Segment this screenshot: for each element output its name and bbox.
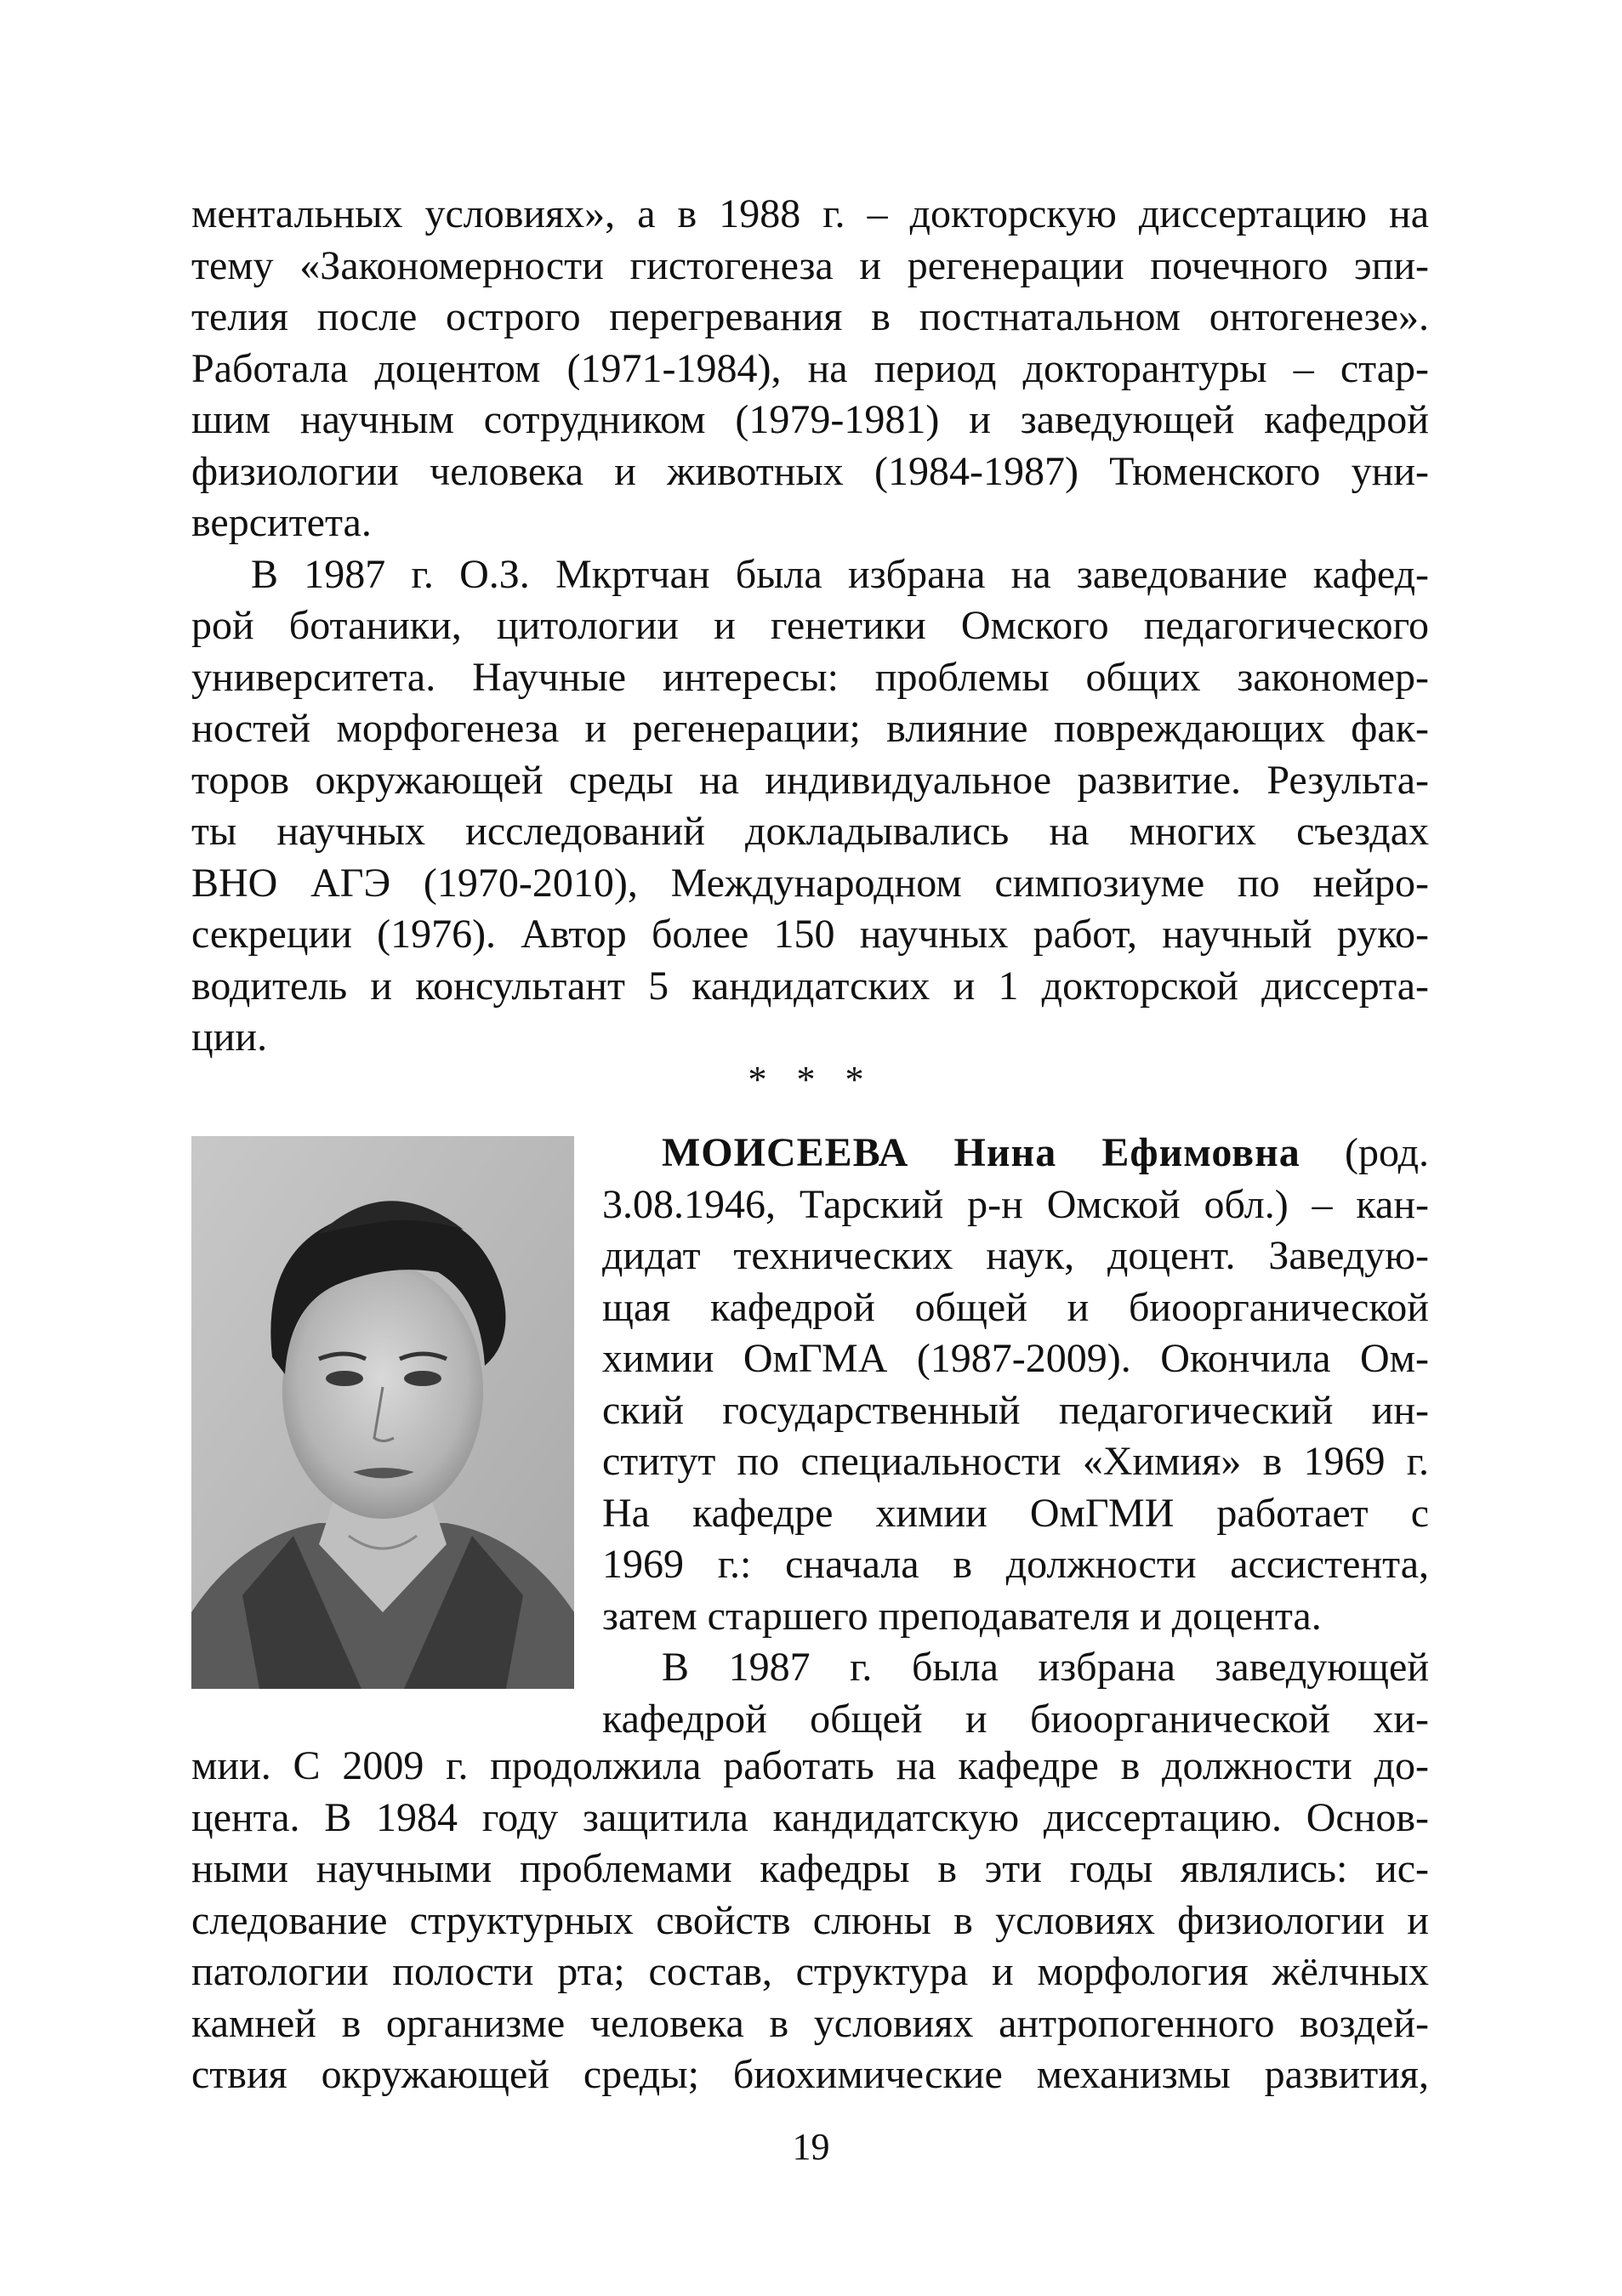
text-line: кафедрой общей и биоорганической хи- xyxy=(602,1696,1429,1742)
text-line: дидат технических наук, доцент. Заведую- xyxy=(602,1233,1429,1278)
text-line: следование структурных свойств слюны в условиях физиологии и xyxy=(191,1897,1429,1943)
page-number: 19 xyxy=(792,2126,830,2168)
text-line: 3.08.1946, Тарский р-н Омской обл.) – кан- xyxy=(602,1181,1429,1227)
text-line: щая кафедрой общей и биоорганической xyxy=(602,1284,1429,1330)
bio-first-line-rest: (род. xyxy=(1300,1130,1429,1175)
text-line: ментальных условиях», а в 1988 г. – докторскую диссертацию на xyxy=(191,191,1429,236)
text-line: химии ОмГМА (1987-2009). Окончила Ом- xyxy=(602,1336,1429,1381)
text-line: В 1987 г. была избрана заведующей xyxy=(662,1645,1429,1690)
text-line: 1969 г.: сначала в должности ассистента, xyxy=(602,1542,1429,1587)
text-line: ты научных исследований докладывались на многих съездах xyxy=(191,809,1429,854)
text-line: На кафедре химии ОмГМИ работает с xyxy=(602,1490,1429,1536)
text-line: телия после острого перегревания в постнатальном онтогенезе». xyxy=(191,294,1429,339)
text-line: рой ботаники, цитологии и генетики Омского педагогического xyxy=(191,603,1429,648)
text-line: верситета. xyxy=(191,500,372,545)
text-line: ствия окружающей среды; биохимические механизмы развития, xyxy=(191,2052,1429,2097)
text-line: шим научным сотрудником (1979-1981) и заведующей кафедрой xyxy=(191,397,1429,442)
text-line: ностей морфогенеза и регенерации; влияние повреждающих фак- xyxy=(191,706,1429,751)
text-line: ский государственный педагогический ин- xyxy=(602,1387,1429,1433)
text-line: Работала доцентом (1971-1984), на период докторантуры – стар- xyxy=(191,345,1429,391)
text-line: В 1987 г. О.З. Мкртчан была избрана на заведование кафед- xyxy=(251,551,1429,597)
bio-side-block xyxy=(602,1128,1429,1745)
text-line: мии. С 2009 г. продолжила работать на кафедре в должности до- xyxy=(191,1743,1429,1788)
bio-first-line xyxy=(602,1128,1429,1179)
text-line: университета. Научные интересы: проблемы общих закономер- xyxy=(191,654,1429,700)
text-line: физиологии человека и животных (1984-1987) Тюменского уни- xyxy=(191,448,1429,494)
bio-bottom-block xyxy=(191,1741,1429,2101)
text-line: цента. В 1984 году защитила кандидатскую диссертацию. Основ- xyxy=(191,1794,1429,1840)
text-line: ВНО АГЭ (1970-2010), Международном симпозиуме по нейро- xyxy=(191,860,1429,906)
section-separator: * * * xyxy=(748,1059,874,1100)
top-text-block xyxy=(191,189,1429,1064)
text-line: ститут по специальности «Химия» в 1969 г. xyxy=(602,1439,1429,1484)
portrait-photo xyxy=(191,1136,574,1689)
text-line: секреции (1976). Автор более 150 научных работ, научный руко- xyxy=(191,912,1429,957)
text-line: тему «Закономерности гистогенеза и регенерации почечного эпи- xyxy=(191,242,1429,288)
text-line: ными научными проблемами кафедры в эти годы являлись: ис- xyxy=(191,1846,1429,1891)
text-line: торов окружающей среды на индивидуальное развитие. Результа- xyxy=(191,757,1429,803)
text-line: затем старшего преподавателя и доцента. xyxy=(602,1593,1322,1639)
text-line: ции. xyxy=(191,1014,268,1060)
text-line: камней в организме человека в условиях антропогенного воздей- xyxy=(191,2000,1429,2046)
person-name: МОИСЕЕВА Нина Ефимовна xyxy=(662,1130,1300,1175)
text-line: водитель и консультант 5 кандидатских и 1 докторской диссерта- xyxy=(191,963,1429,1009)
text-line: патологии полости рта; состав, структура и морфология жёлчных xyxy=(191,1949,1429,1994)
